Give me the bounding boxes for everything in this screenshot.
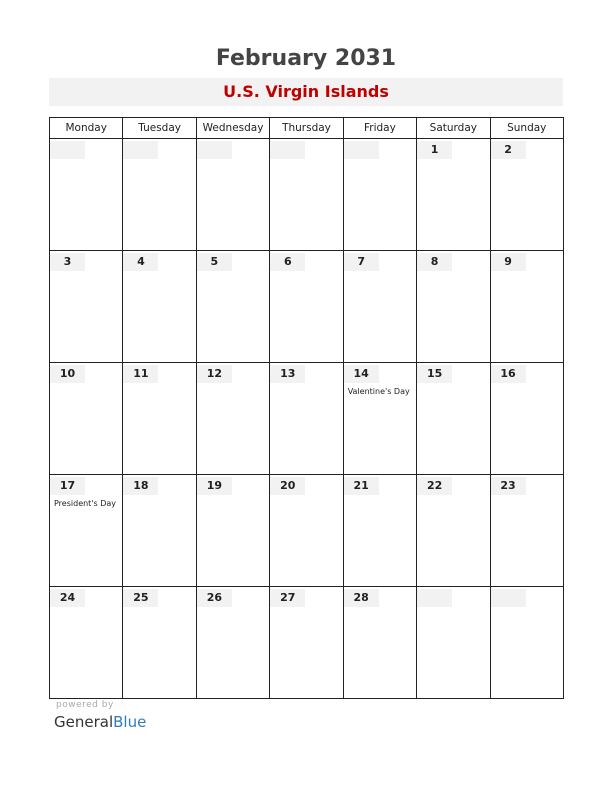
week-row <box>50 363 564 475</box>
day-cell <box>50 363 123 475</box>
country-banner <box>49 78 563 106</box>
day-cell <box>50 251 123 363</box>
day-cell <box>123 587 196 699</box>
day-number <box>491 589 526 607</box>
day-cell <box>343 587 416 699</box>
day-cell <box>417 363 490 475</box>
day-number: 18 <box>123 477 158 495</box>
day-cell <box>123 251 196 363</box>
week-row <box>50 587 564 699</box>
weekday-header: Sunday <box>490 118 563 139</box>
day-number <box>417 589 452 607</box>
brand-name-part2: Blue <box>113 713 147 731</box>
weekday-header: Wednesday <box>196 118 269 139</box>
calendar-grid <box>49 117 564 699</box>
empty-day-cell <box>270 139 343 251</box>
day-number: 7 <box>344 253 379 271</box>
day-cell <box>50 475 123 587</box>
day-cell <box>490 363 563 475</box>
day-number: 13 <box>270 365 305 383</box>
empty-day-cell <box>417 587 490 699</box>
weekday-header: Saturday <box>417 118 490 139</box>
day-cell <box>50 587 123 699</box>
day-number: 23 <box>491 477 526 495</box>
day-cell <box>196 363 269 475</box>
day-cell <box>270 363 343 475</box>
day-number: 21 <box>344 477 379 495</box>
empty-day-cell <box>196 139 269 251</box>
day-number <box>123 141 158 159</box>
day-cell <box>196 587 269 699</box>
brand-name-part1: General <box>54 713 114 731</box>
empty-day-cell <box>490 587 563 699</box>
day-number: 9 <box>491 253 526 271</box>
day-number: 19 <box>197 477 232 495</box>
day-number: 8 <box>417 253 452 271</box>
day-cell <box>490 139 563 251</box>
weekday-header: Friday <box>343 118 416 139</box>
day-number: 27 <box>270 589 305 607</box>
day-cell <box>417 139 490 251</box>
day-number: 4 <box>123 253 158 271</box>
day-number <box>344 141 379 159</box>
empty-day-cell <box>123 139 196 251</box>
empty-day-cell <box>343 139 416 251</box>
holiday-label: Valentine's Day <box>347 387 410 396</box>
day-cell <box>123 363 196 475</box>
weekday-header-row <box>50 118 564 139</box>
week-row <box>50 251 564 363</box>
day-number: 14 <box>344 365 379 383</box>
country-name: U.S. Virgin Islands <box>223 82 389 101</box>
day-number: 28 <box>344 589 379 607</box>
day-number: 22 <box>417 477 452 495</box>
day-cell <box>490 251 563 363</box>
day-cell <box>417 475 490 587</box>
weekday-header: Tuesday <box>123 118 196 139</box>
day-cell <box>196 475 269 587</box>
day-number: 11 <box>123 365 158 383</box>
holiday-label: President's Day <box>54 499 117 508</box>
day-number: 5 <box>197 253 232 271</box>
day-cell <box>270 475 343 587</box>
day-number: 1 <box>417 141 452 159</box>
day-number: 10 <box>50 365 85 383</box>
day-cell <box>343 475 416 587</box>
empty-day-cell <box>50 139 123 251</box>
day-cell <box>490 475 563 587</box>
day-number: 15 <box>417 365 452 383</box>
day-number: 3 <box>50 253 85 271</box>
day-cell <box>196 251 269 363</box>
weekday-header: Monday <box>50 118 123 139</box>
day-cell <box>123 475 196 587</box>
page-title: February 2031 <box>215 46 397 71</box>
day-number: 12 <box>197 365 232 383</box>
day-number: 26 <box>197 589 232 607</box>
day-cell <box>270 251 343 363</box>
weekday-header: Thursday <box>270 118 343 139</box>
day-number: 20 <box>270 477 305 495</box>
powered-by-label: powered by <box>56 700 114 710</box>
day-cell <box>270 587 343 699</box>
generalblue-logo[interactable] <box>54 713 146 731</box>
day-number: 6 <box>270 253 305 271</box>
day-cell <box>343 251 416 363</box>
week-row <box>50 475 564 587</box>
day-cell <box>343 363 416 475</box>
day-number: 17 <box>50 477 85 495</box>
day-number: 2 <box>491 141 526 159</box>
day-number: 24 <box>50 589 85 607</box>
day-cell <box>417 251 490 363</box>
week-row <box>50 139 564 251</box>
day-number: 25 <box>123 589 158 607</box>
day-number: 16 <box>491 365 526 383</box>
day-number <box>270 141 305 159</box>
day-number <box>197 141 232 159</box>
day-number <box>50 141 85 159</box>
